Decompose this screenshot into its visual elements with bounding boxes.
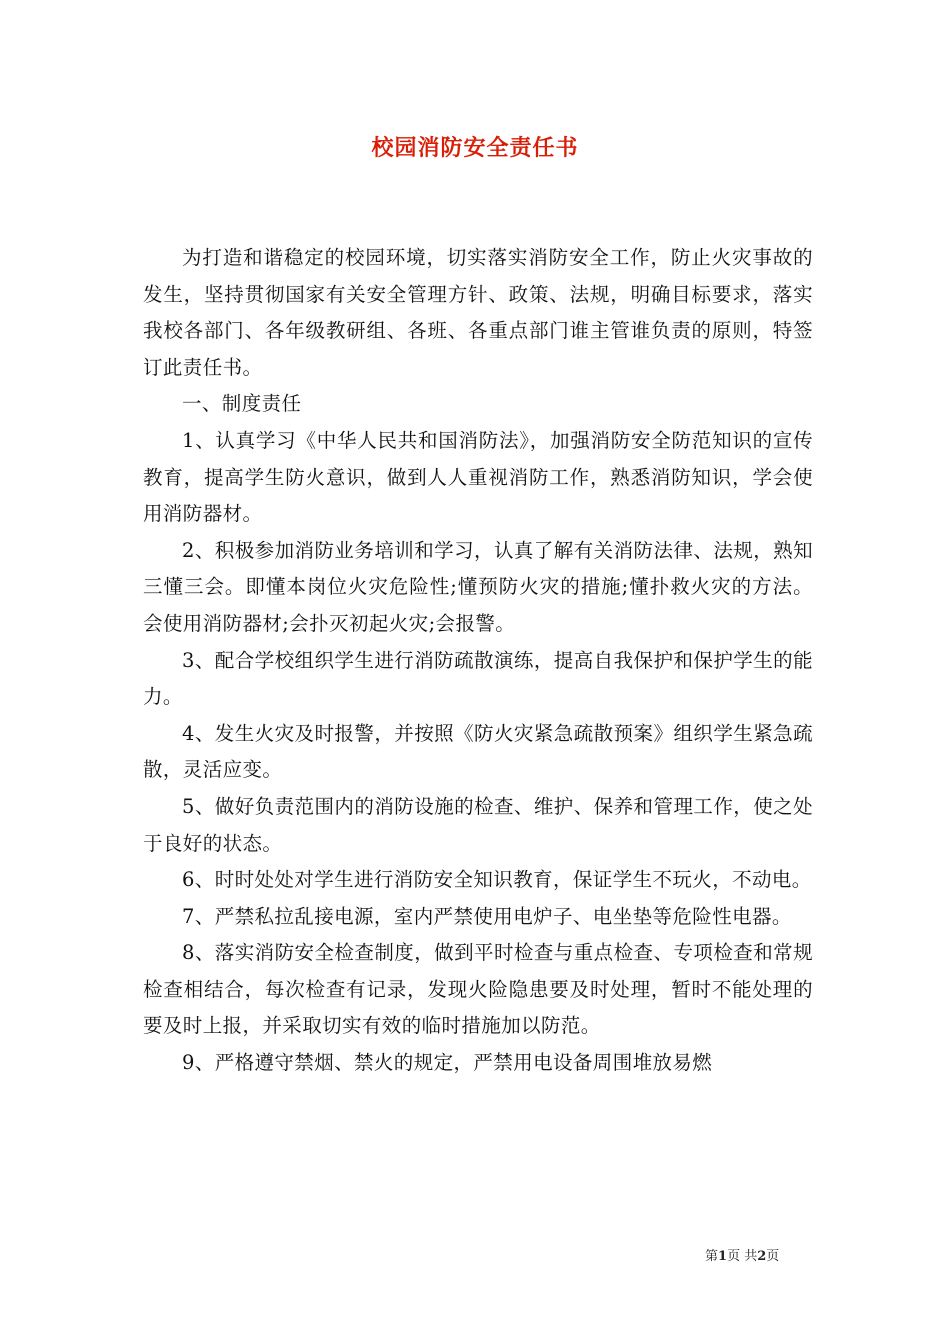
clause-paragraph: 3、配合学校组织学生进行消防疏散演练，提高自我保护和保护学生的能力。: [143, 648, 813, 709]
clause-paragraph: 2、积极参加消防业务培训和学习，认真了解有关消防法律、法规，熟知三懂三会。即懂本岗位火灾危险性;懂预防火灾的措施;懂扑救火灾的方法。会使用消防器材;会扑灭初起火灾;会报警。: [143, 538, 813, 635]
footer-prefix: 第: [705, 1249, 719, 1264]
current-page-number: 1: [718, 1249, 728, 1264]
clause-paragraph: 9、严格遵守禁烟、禁火的规定，严禁用电设备周围堆放易燃: [182, 1051, 713, 1075]
total-pages-number: 2: [757, 1249, 767, 1264]
clause-paragraph: 8、落实消防安全检查制度，做到平时检查与重点检查、专项检查和常规检查相结合，每次检查有记录，发现火险隐患要及时处理，暂时不能处理的要及时上报，并采取切实有效的临时措施加以防范。: [143, 941, 813, 1038]
document-body: [143, 240, 813, 1082]
document-title: 校园消防安全责任书: [371, 136, 579, 161]
footer-suffix: 页: [766, 1249, 780, 1264]
clause-paragraph: 4、发生火灾及时报警，并按照《防火灾紧急疏散预案》组织学生紧急疏散，灵活应变。: [143, 721, 813, 782]
clause-paragraph: 7、严禁私拉乱接电源，室内严禁使用电炉子、电坐垫等危险性电器。: [182, 904, 792, 928]
intro-paragraph: 为打造和谐稳定的校园环境，切实落实消防安全工作，防止火灾事故的发生，坚持贯彻国家有关安全管理方针、政策、法规，明确目标要求，落实我校各部门、各年级教研组、各班、各重点部门谁主管谁负责的原则，特签订此责任书。: [143, 246, 813, 379]
section-heading: 一、制度责任: [182, 392, 302, 416]
footer-middle: 页 共: [727, 1249, 758, 1264]
clause-paragraph: 5、做好负责范围内的消防设施的检查、维护、保养和管理工作，使之处于良好的状态。: [143, 794, 813, 855]
page-number-footer: [705, 1248, 825, 1266]
clause-paragraph: 1、认真学习《中华人民共和国消防法》，加强消防安全防范知识的宣传教育，提高学生防火意识，做到人人重视消防工作，熟悉消防知识，学会使用消防器材。: [143, 428, 813, 526]
clause-paragraph: 6、时时处处对学生进行消防安全知识教育，保证学生不玩火，不动电。: [182, 868, 812, 892]
